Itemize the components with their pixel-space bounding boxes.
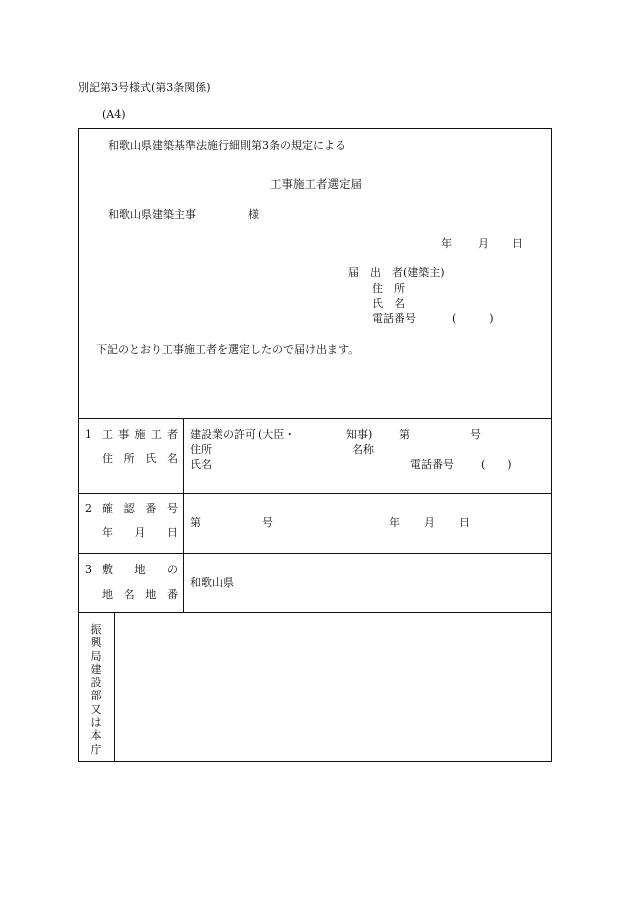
applicant-phone-label: 電話番号 [372,312,416,325]
row2-number: 2 [85,502,92,515]
permit-governor: 知事) [346,428,373,441]
label-column-divider [183,418,184,612]
office-stamp-area[interactable] [116,614,550,760]
paper-size: (A4) [102,108,126,121]
row2-label-line1: 確 認 番 号 [102,502,178,515]
confirmation-month: 月 [424,516,435,529]
confirmation-no-suffix: 号 [262,516,273,529]
row1-label-line1: 工 事 施 工 者 [102,428,178,441]
honorific: 様 [248,208,259,221]
office-column-divider [114,612,115,762]
contractor-phone-label: 電話番号 [410,458,454,471]
site-prefecture: 和歌山県 [190,576,234,589]
permit-no-suffix: 号 [470,428,481,441]
date-month: 月 [478,237,489,250]
applicant-name-label: 氏 名 [372,297,405,310]
row3-label-line2: 地 名 地 番 [102,588,178,601]
applicant-address-label: 住 所 [372,282,405,295]
form-label: 別記第3号様式(第3条関係) [78,81,211,94]
submission-statement: 下記のとおり工事施工者を選定したので届け出ます。 [96,343,360,356]
date-year: 年 [441,237,452,250]
row3-label-line1: 敷 地 の [102,563,178,576]
divider-row3 [78,612,552,613]
row3-number: 3 [85,563,92,576]
legal-basis: 和歌山県建築基準法施行細則第3条の規定による [108,139,346,152]
permit-label: 建設業の許可 [190,428,256,441]
permit-minister: (大臣・ [258,428,296,441]
addressee: 和歌山県建築主事 [108,208,196,221]
row1-number: 1 [85,428,92,441]
divider-header [78,418,552,419]
row1-label-line2: 住 所 氏 名 [102,452,178,465]
contractor-person-label: 氏名 [190,458,212,471]
confirmation-year: 年 [389,516,400,529]
office-label: 振 興 局 建 設 部 又 は 本 庁 [90,623,102,756]
contractor-company-label: 名称 [352,443,374,456]
row2-label-line2: 年 月 日 [102,526,178,539]
applicant-label: 届 出 者(建築主) [348,266,445,279]
divider-row1 [78,493,552,494]
confirmation-no-prefix: 第 [190,516,201,529]
permit-no-prefix: 第 [399,428,410,441]
contractor-phone-paren: ( ) [481,458,512,471]
applicant-phone-paren: ( ) [452,312,494,325]
date-day: 日 [512,237,523,250]
document-title: 工事施工者選定届 [270,177,362,191]
confirmation-day: 日 [459,516,470,529]
contractor-address-label: 住所 [190,443,212,456]
divider-row2 [78,553,552,554]
